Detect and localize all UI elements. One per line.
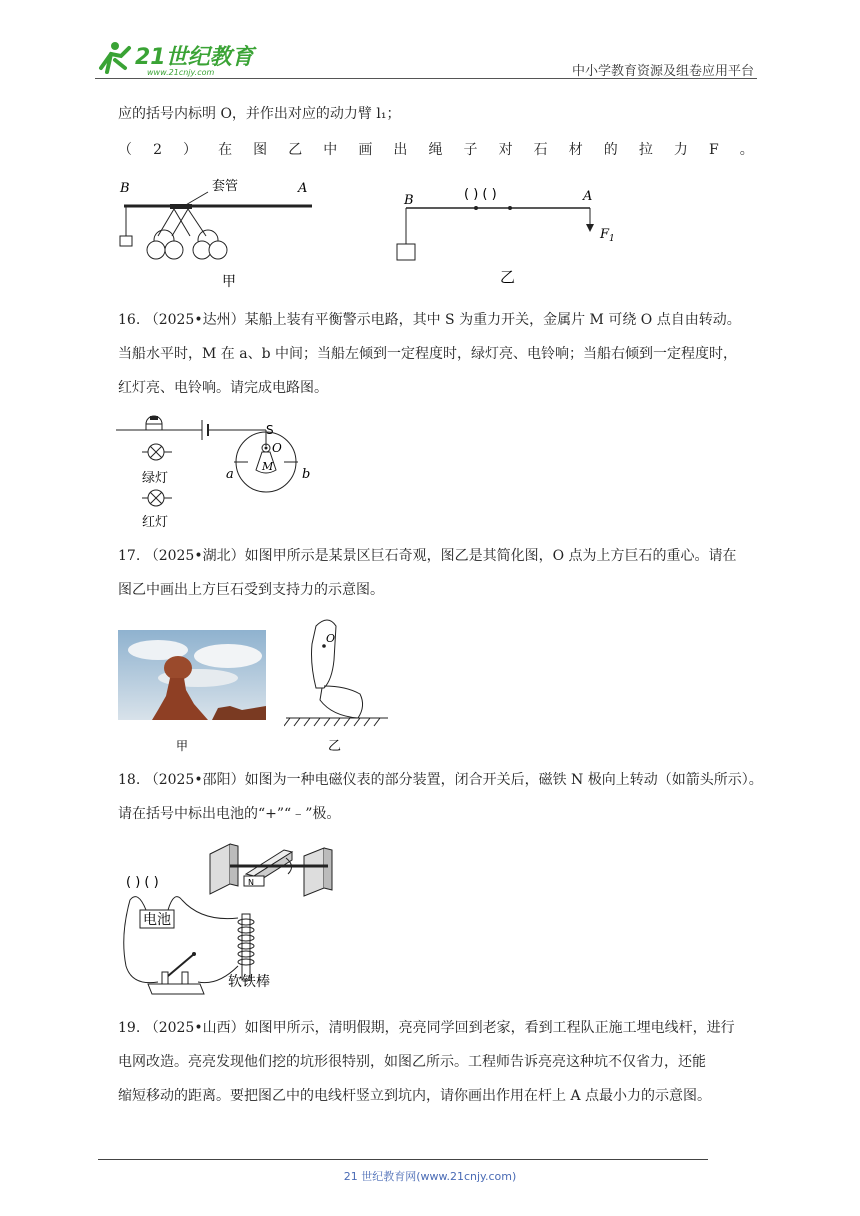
svg-text:( ) ( ): ( ) ( ) bbox=[464, 187, 497, 202]
svg-text:b: b bbox=[302, 467, 311, 482]
svg-text:N: N bbox=[248, 878, 254, 887]
question-17-line-1: 17. （2025•湖北）如图甲所示是某景区巨石奇观，图乙是其简化图，O 点为上方巨石的重心。请在 bbox=[118, 548, 737, 564]
question-15-part2-line: （ 2 ） 在 图 乙 中 画 出 绳 子 对 石 材 的 拉 力 F 。 bbox=[118, 142, 754, 158]
svg-text:F1: $F_1$ bbox=[600, 227, 615, 244]
footer-divider bbox=[98, 1159, 708, 1160]
svg-text:A: A bbox=[298, 181, 308, 196]
svg-text:B: B bbox=[404, 193, 414, 208]
svg-text:a: a bbox=[226, 467, 234, 482]
question-16-line-1: 16. （2025•达州）某船上装有平衡警示电路，其中 S 为重力开关，金属片 M 可绕 O 点自由转动。 bbox=[118, 312, 741, 328]
question-19-line-1: 19. （2025•山西）如图甲所示，清明假期，亮亮同学回到老家，看到工程队正施工埋电线杆，进行 bbox=[118, 1020, 735, 1036]
svg-text:乙: 乙 bbox=[328, 739, 342, 754]
svg-text:套管: 套管 bbox=[212, 179, 239, 194]
question-18-line-2: 请在括号中标出电池的“+”“﹣”极。 bbox=[118, 806, 341, 822]
figure-18-electromagnetic-device bbox=[118, 836, 348, 1002]
svg-text:O: O bbox=[272, 441, 282, 455]
svg-text:绿灯: 绿灯 bbox=[142, 471, 169, 486]
svg-text:电池: 电池 bbox=[143, 912, 171, 928]
question-16-line-2: 当船水平时，M 在 a、b 中间；当船左倾到一定程度时，绿灯亮、电铃响；当船右倾到一定程度时， bbox=[118, 346, 737, 362]
question-19-line-2: 电网改造。亮亮发现他们挖的坑形很特别，如图乙所示。工程师告诉亮亮这种坑不仅省力，还能 bbox=[118, 1054, 706, 1070]
svg-text:乙: 乙 bbox=[500, 268, 516, 286]
svg-text:S: S bbox=[266, 423, 274, 437]
question-15-continued-line: 应的括号内标明 O，并作出对应的动力臂 l₁； bbox=[118, 106, 401, 122]
svg-text:M: M bbox=[262, 460, 274, 473]
footer-text: 21 世纪教育网(www.21cnjy.com) bbox=[343, 1170, 517, 1183]
figure-16-circuit bbox=[116, 410, 326, 534]
svg-text:甲: 甲 bbox=[222, 274, 236, 290]
svg-text:红灯: 红灯 bbox=[142, 515, 169, 530]
logo-url: www.21cnjy.com bbox=[147, 68, 215, 77]
question-18-line-1: 18. （2025•邵阳）如图为一种电磁仪表的部分装置，闭合开关后，磁铁 N 极向上转动（如箭头所示）。 bbox=[118, 772, 763, 788]
logo-text: 21世纪教育 bbox=[135, 45, 254, 70]
svg-text:甲: 甲 bbox=[176, 739, 189, 753]
figure-17-jia-photo bbox=[118, 614, 268, 754]
svg-text:O: O bbox=[326, 632, 336, 645]
svg-text:A: A bbox=[583, 189, 593, 204]
runner-logo-icon bbox=[101, 42, 129, 72]
question-16-line-3: 红灯亮、电铃响。请完成电路图。 bbox=[118, 380, 328, 396]
question-19-line-3: 缩短移动的距离。要把图乙中的电线杆竖立到坑内，请你画出作用在杆上 A 点最小力的示意图。 bbox=[118, 1088, 712, 1104]
header-divider bbox=[95, 78, 757, 79]
figure-15-jia bbox=[112, 174, 322, 292]
svg-text:( ) ( ): ( ) ( ) bbox=[126, 875, 159, 890]
figure-17-yi-sketch bbox=[284, 614, 394, 754]
svg-text:软铁棒: 软铁棒 bbox=[228, 974, 270, 990]
question-17-line-2: 图乙中画出上方巨石受到支持力的示意图。 bbox=[118, 582, 384, 598]
figure-15-yi bbox=[390, 178, 630, 288]
header-platform-text: 中小学教育资源及组卷应用平台 bbox=[571, 64, 754, 79]
svg-text:B: B bbox=[120, 181, 130, 196]
site-logo bbox=[95, 38, 270, 80]
